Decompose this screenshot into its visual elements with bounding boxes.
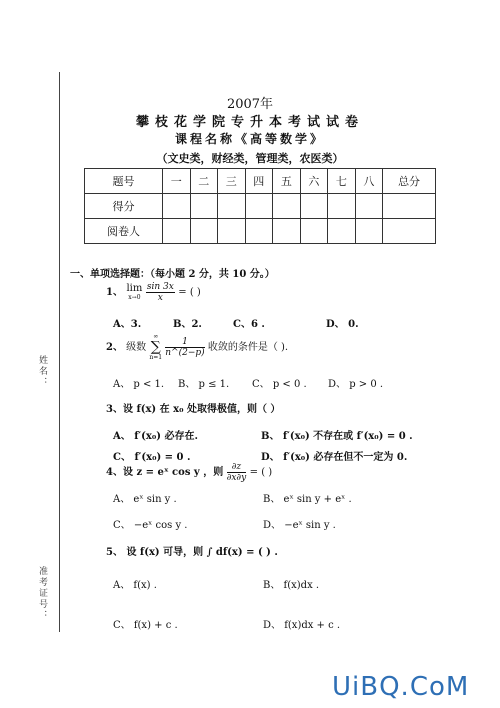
- question-tail: 收敛的条件是（ ).: [207, 342, 289, 353]
- score-table-row: [85, 219, 436, 244]
- sum-expression: [149, 333, 162, 362]
- question-prefix: 4、设 z = eˣ cos y ，则: [106, 467, 224, 478]
- score-row-label: 得分: [85, 194, 163, 219]
- question-2: [106, 333, 288, 362]
- question-number: 2、: [106, 342, 123, 353]
- exam-title: 攀枝花学院专升本考试试卷: [135, 115, 364, 130]
- question-3: 3、设 f(x) 在 x₀ 处取得极值，则（ ）: [106, 404, 281, 415]
- option-b[interactable]: B、 f′(x₀) 不存在或 f′(x₀) = 0 .: [261, 431, 413, 442]
- limit-symbol: lim: [126, 282, 143, 294]
- course-name: 课程名称《高等数学》: [174, 132, 325, 146]
- score-table-header-row: [85, 169, 436, 194]
- option-a[interactable]: A、 eˣ sin y .: [113, 494, 177, 505]
- option-a[interactable]: A、 p < 1.: [113, 379, 165, 390]
- grader-cell[interactable]: [383, 219, 436, 244]
- limit-subscript: x→0: [128, 293, 141, 301]
- site-watermark: UiBQ.CoM: [332, 672, 470, 702]
- option-c[interactable]: C、 p < 0 .: [252, 379, 307, 390]
- option-a[interactable]: A、3.: [113, 319, 142, 330]
- question-number: 1、: [106, 287, 123, 298]
- question-4: [106, 462, 272, 483]
- exam-year: 2007年: [226, 97, 274, 112]
- score-header-cell: 七: [328, 169, 356, 194]
- question-1: [106, 282, 201, 303]
- fraction-denominator: ∂x∂y: [226, 473, 247, 483]
- score-cell[interactable]: [328, 194, 356, 219]
- grader-cell[interactable]: [218, 219, 246, 244]
- fraction: [146, 282, 175, 303]
- grader-cell[interactable]: [328, 219, 356, 244]
- score-header-cell: 五: [273, 169, 301, 194]
- score-header-cell: 八: [355, 169, 383, 194]
- option-c[interactable]: C、 f(x) + c .: [113, 620, 178, 631]
- option-b[interactable]: B、 f(x)dx .: [263, 580, 320, 591]
- score-header-cell: 题号: [85, 169, 163, 194]
- question-5: 5、 设 f(x) 可导，则 ∫ df(x) = ( ) .: [106, 547, 278, 558]
- option-d[interactable]: D、 f′(x₀) 必存在但不一定为 0.: [261, 452, 408, 463]
- fraction-numerator: 1: [165, 337, 204, 348]
- score-header-cell: 一: [163, 169, 191, 194]
- score-cell[interactable]: [190, 194, 218, 219]
- option-d[interactable]: D、 0.: [326, 319, 359, 330]
- grader-cell[interactable]: [190, 219, 218, 244]
- fraction-numerator: ∂z: [227, 462, 246, 473]
- exam-categories: （文史类，财经类，管理类，农医类）: [156, 152, 344, 165]
- grader-cell[interactable]: [355, 219, 383, 244]
- score-header-cell: 二: [190, 169, 218, 194]
- score-cell[interactable]: [163, 194, 191, 219]
- fraction: [227, 462, 246, 483]
- score-table: [84, 168, 436, 244]
- question-tail: = ( ): [178, 287, 201, 298]
- fraction-numerator: sin 3x: [146, 282, 174, 292]
- option-d[interactable]: D、 p > 0 .: [328, 379, 384, 390]
- option-c[interactable]: C、 −eˣ cos y .: [113, 520, 188, 531]
- score-cell[interactable]: [245, 194, 273, 219]
- option-c[interactable]: C、 f′(x₀) = 0 .: [113, 452, 191, 463]
- grader-cell[interactable]: [163, 219, 191, 244]
- score-header-cell: 总分: [383, 169, 436, 194]
- option-a[interactable]: A、 f(x) .: [113, 580, 157, 591]
- score-header-cell: 四: [245, 169, 273, 194]
- option-b[interactable]: B、 eˣ sin y + eˣ .: [263, 494, 352, 505]
- score-header-cell: 六: [300, 169, 328, 194]
- fraction: [165, 337, 204, 358]
- score-cell[interactable]: [273, 194, 301, 219]
- option-b[interactable]: B、2.: [173, 319, 202, 330]
- grader-cell[interactable]: [273, 219, 301, 244]
- option-d[interactable]: D、 −eˣ sin y .: [263, 520, 336, 531]
- question-tail: = ( ): [249, 467, 273, 478]
- score-cell[interactable]: [383, 194, 436, 219]
- score-cell[interactable]: [300, 194, 328, 219]
- score-table-row: [85, 194, 436, 219]
- score-header-cell: 三: [218, 169, 246, 194]
- sum-upper-limit: ∞: [153, 333, 159, 340]
- fraction-denominator: n^(2−p): [165, 348, 205, 358]
- option-a[interactable]: A、 f′(x₀) 必存在.: [113, 431, 198, 442]
- sum-symbol: ∑: [150, 339, 161, 355]
- option-c[interactable]: C、6 .: [233, 319, 265, 330]
- option-d[interactable]: D、 f(x)dx + c .: [263, 620, 341, 631]
- sum-lower-limit: n=1: [149, 354, 163, 361]
- section-1-heading: 一、单项选择题：（每小题 2 分，共 10 分。）: [70, 269, 275, 280]
- exam-number-field-label: 准考证号：: [37, 566, 47, 621]
- question-prefix: 级数: [126, 342, 147, 353]
- score-cell[interactable]: [218, 194, 246, 219]
- grader-row-label: 阅卷人: [85, 219, 163, 244]
- grader-cell[interactable]: [300, 219, 328, 244]
- fraction-denominator: x: [157, 293, 163, 303]
- name-field-label: 姓名：: [37, 355, 47, 388]
- limit-expression: [126, 284, 142, 302]
- option-b[interactable]: B、 p ≤ 1.: [178, 379, 230, 390]
- grader-cell[interactable]: [245, 219, 273, 244]
- score-cell[interactable]: [355, 194, 383, 219]
